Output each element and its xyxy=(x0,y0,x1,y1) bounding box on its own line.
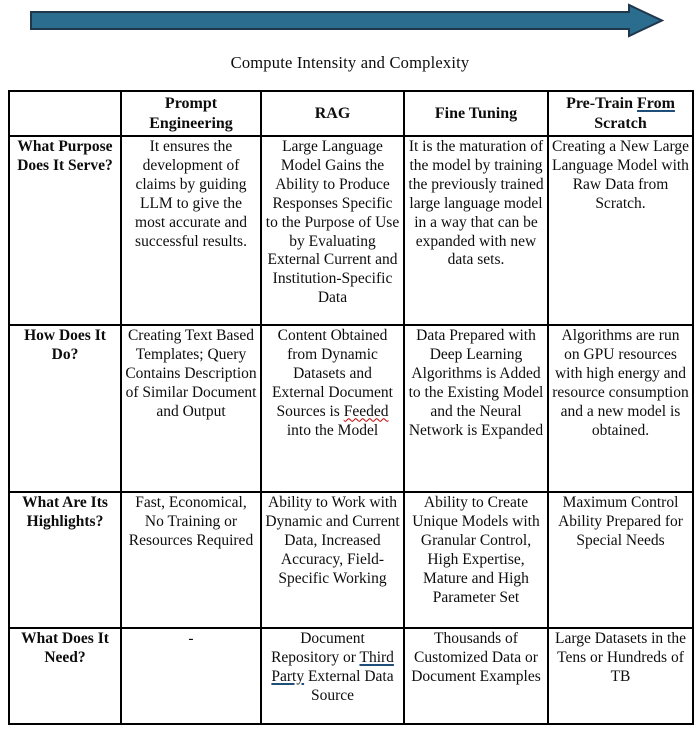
row-label-purpose: What Purpose Does It Serve? xyxy=(9,136,121,325)
cell-purpose-rag: Large Language Model Gains the Ability to Produce Responses Specific to the Purpose of Use by Evaluating External Current and Institution-Specific Data xyxy=(261,136,404,325)
header-text: Pre-Train xyxy=(566,95,638,112)
cell-how-fine-tuning: Data Prepared with Deep Learning Algorithms is Added to the Existing Model and the Neural Network is Expanded xyxy=(404,325,548,492)
misspelled-word: Feeded xyxy=(343,402,389,420)
underlined-word: From xyxy=(637,95,675,112)
header-prompt-engineering: Prompt Engineering xyxy=(121,91,261,136)
header-fine-tuning: Fine Tuning xyxy=(404,91,548,136)
cell-needs-prompt-engineering: - xyxy=(121,628,261,724)
cell-text: into the Model xyxy=(286,421,379,439)
row-label-how: How Does It Do? xyxy=(9,325,121,492)
header-row xyxy=(9,91,693,136)
arrow-right-icon xyxy=(0,2,700,40)
cell-text: Document Repository or xyxy=(271,630,365,666)
table-row-highlights xyxy=(9,492,693,628)
cell-needs-rag xyxy=(261,628,404,724)
table-row-purpose xyxy=(9,136,693,325)
cell-how-rag xyxy=(261,325,404,492)
cell-text: External Data Source xyxy=(304,667,394,704)
header-rag: RAG xyxy=(261,91,404,136)
cell-purpose-prompt-engineering: It ensures the development of claims by guiding LLM to give the most accurate and successful results. xyxy=(121,136,261,325)
header-blank xyxy=(9,91,121,136)
cell-how-prompt-engineering: Creating Text Based Templates; Query Contains Description of Similar Document and Output xyxy=(121,325,261,492)
cell-needs-fine-tuning: Thousands of Customized Data or Document Examples xyxy=(404,628,548,724)
table-row-how xyxy=(9,325,693,492)
cell-purpose-pretrain: Creating a New Large Language Model with Raw Data from Scratch. xyxy=(548,136,693,325)
cell-needs-pretrain: Large Datasets in the Tens or Hundreds of TB xyxy=(548,628,693,724)
cell-text: Content Obtained from Dynamic Datasets and External Document Sources is xyxy=(272,327,393,420)
cell-highlights-pretrain: Maximum Control Ability Prepared for Special Needs xyxy=(548,492,693,628)
row-label-needs: What Does It Need? xyxy=(9,628,121,724)
cell-highlights-rag: Ability to Work with Dynamic and Current Data, Increased Accuracy, Field-Specific Working xyxy=(261,492,404,628)
compute-intensity-arrow xyxy=(0,2,700,40)
row-label-highlights: What Are Its Highlights? xyxy=(9,492,121,628)
table-row-needs xyxy=(9,628,693,724)
arrow-right-shape xyxy=(31,5,662,36)
cell-purpose-fine-tuning: It is the maturation of the model by training the previously trained large language model in a way that can be expanded with new data sets. xyxy=(404,136,548,325)
arrow-caption: Compute Intensity and Complexity xyxy=(230,53,470,72)
cell-highlights-fine-tuning: Ability to Create Unique Models with Granular Control, High Expertise, Mature and High Parameter Set xyxy=(404,492,548,628)
underlined-phrase: Third Party xyxy=(271,648,394,685)
header-pretrain xyxy=(548,91,693,136)
cell-how-pretrain: Algorithms are run on GPU resources with high energy and resource consumption and a new model is obtained. xyxy=(548,325,693,492)
llm-approaches-comparison-table xyxy=(8,90,694,725)
cell-highlights-prompt-engineering: Fast, Economical, No Training or Resources Required xyxy=(121,492,261,628)
header-text: Scratch xyxy=(594,114,647,132)
